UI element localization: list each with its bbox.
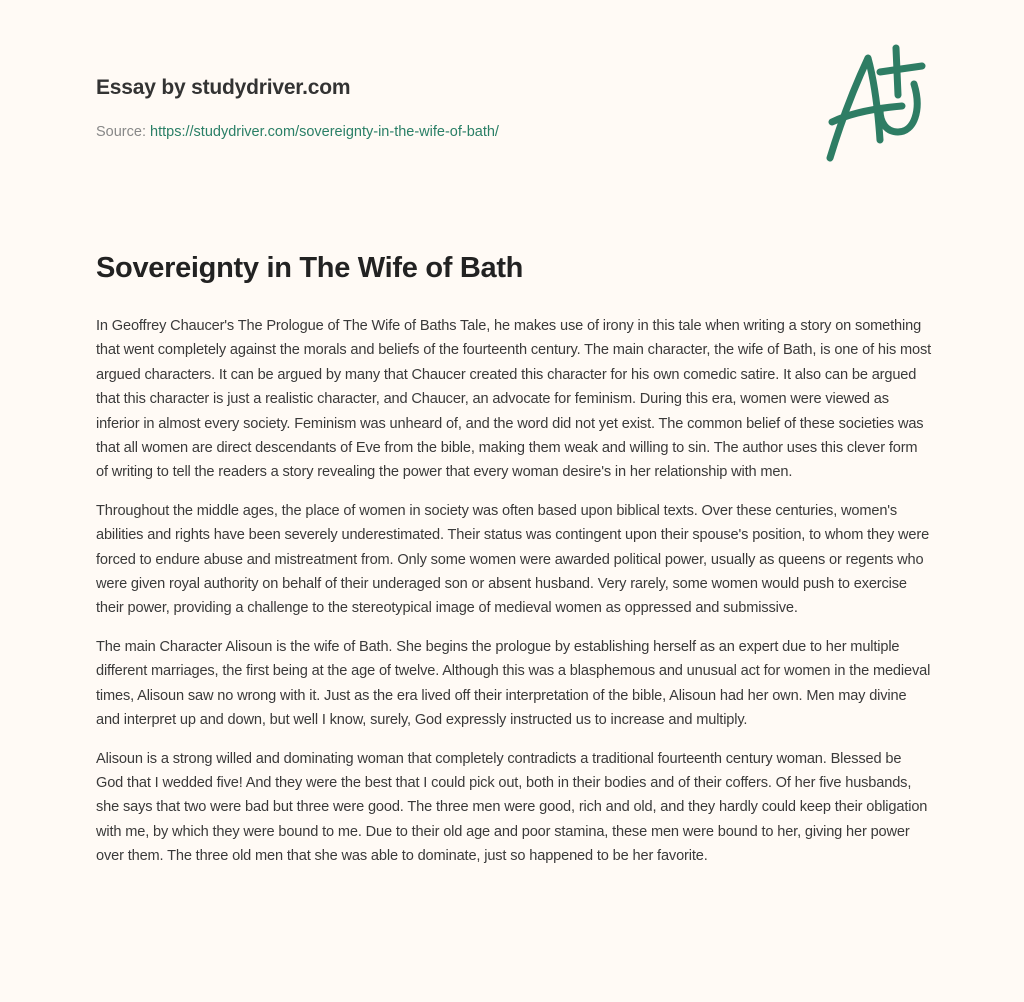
source-link[interactable]: https://studydriver.com/sovereignty-in-the-wife-of-bath/ xyxy=(150,124,499,140)
paragraph: The main Character Alisoun is the wife of Bath. She begins the prologue by establishing herself as an expert due to her multiple different marriages, the first being at the age of twelve. Although this was a blasphemous and unusual act for women in the medieval times, Alisoun saw no wrong with it. Just as the era lived off their interpretation of the bible, Alisoun had her own. Men may divine and interpret up and down, but well I know, surely, God expressly instructed us to increase and multiply. xyxy=(96,638,931,729)
source-label: Source: xyxy=(96,124,146,140)
article-body xyxy=(96,314,932,883)
source-line xyxy=(96,124,499,140)
paragraph: In Geoffrey Chaucer's The Prologue of The Wife of Baths Tale, he makes use of irony in this tale when writing a story on something that went completely against the morals and beliefs of the fourteenth century. The main character, the wife of Bath, is one of his most argued characters. It can be argued by many that Chaucer created this character for his own comedic satire. It also can be argued that this character is just a realistic character, and Chaucer, an advocate for feminism. During this era, women were viewed as inferior in almost every society. Feminism was unheard of, and the word did not yet exist. The common belief of these societies was that all women are direct descendants of Eve from the bible, making them weak and willing to sin. The author uses this clever form of writing to tell the readers a story revealing the power that every woman desire's in her relationship with men. xyxy=(96,318,932,481)
paragraph: Alisoun is a strong willed and dominating woman that completely contradicts a traditional fourteenth century woman. Blessed be God that I wedded five! And they were the best that I could pick out, both in their bodies and of their coffers. Of her five husbands, she says that two were bad but three were good. The three men were good, rich and old, and they hardly could keep their obligation with me, by which they were bound to me. Due to their old age and poor stamina, these men were bound to her, giving her power over them. The three old men that she was able to dominate, just so happened to be her favorite. xyxy=(96,750,928,865)
article-title: Sovereignty in The Wife of Bath xyxy=(96,252,524,284)
a-plus-logo-icon xyxy=(818,40,930,170)
paragraph: Throughout the middle ages, the place of women in society was often based upon biblical texts. Over these centuries, women's abilities and rights have been severely underestimated. Their status was contingent upon their spouse's position, to whom they were forced to endure abuse and mistreatment from. Only some women were awarded political power, usually as queens or regents who were given royal authority on behalf of their underaged son or absent husband. Very rarely, some women would push to exercise their power, providing a challenge to the stereotypical image of medieval women as oppressed and submissive. xyxy=(96,502,930,617)
site-title: Essay by studydriver.com xyxy=(96,76,351,99)
